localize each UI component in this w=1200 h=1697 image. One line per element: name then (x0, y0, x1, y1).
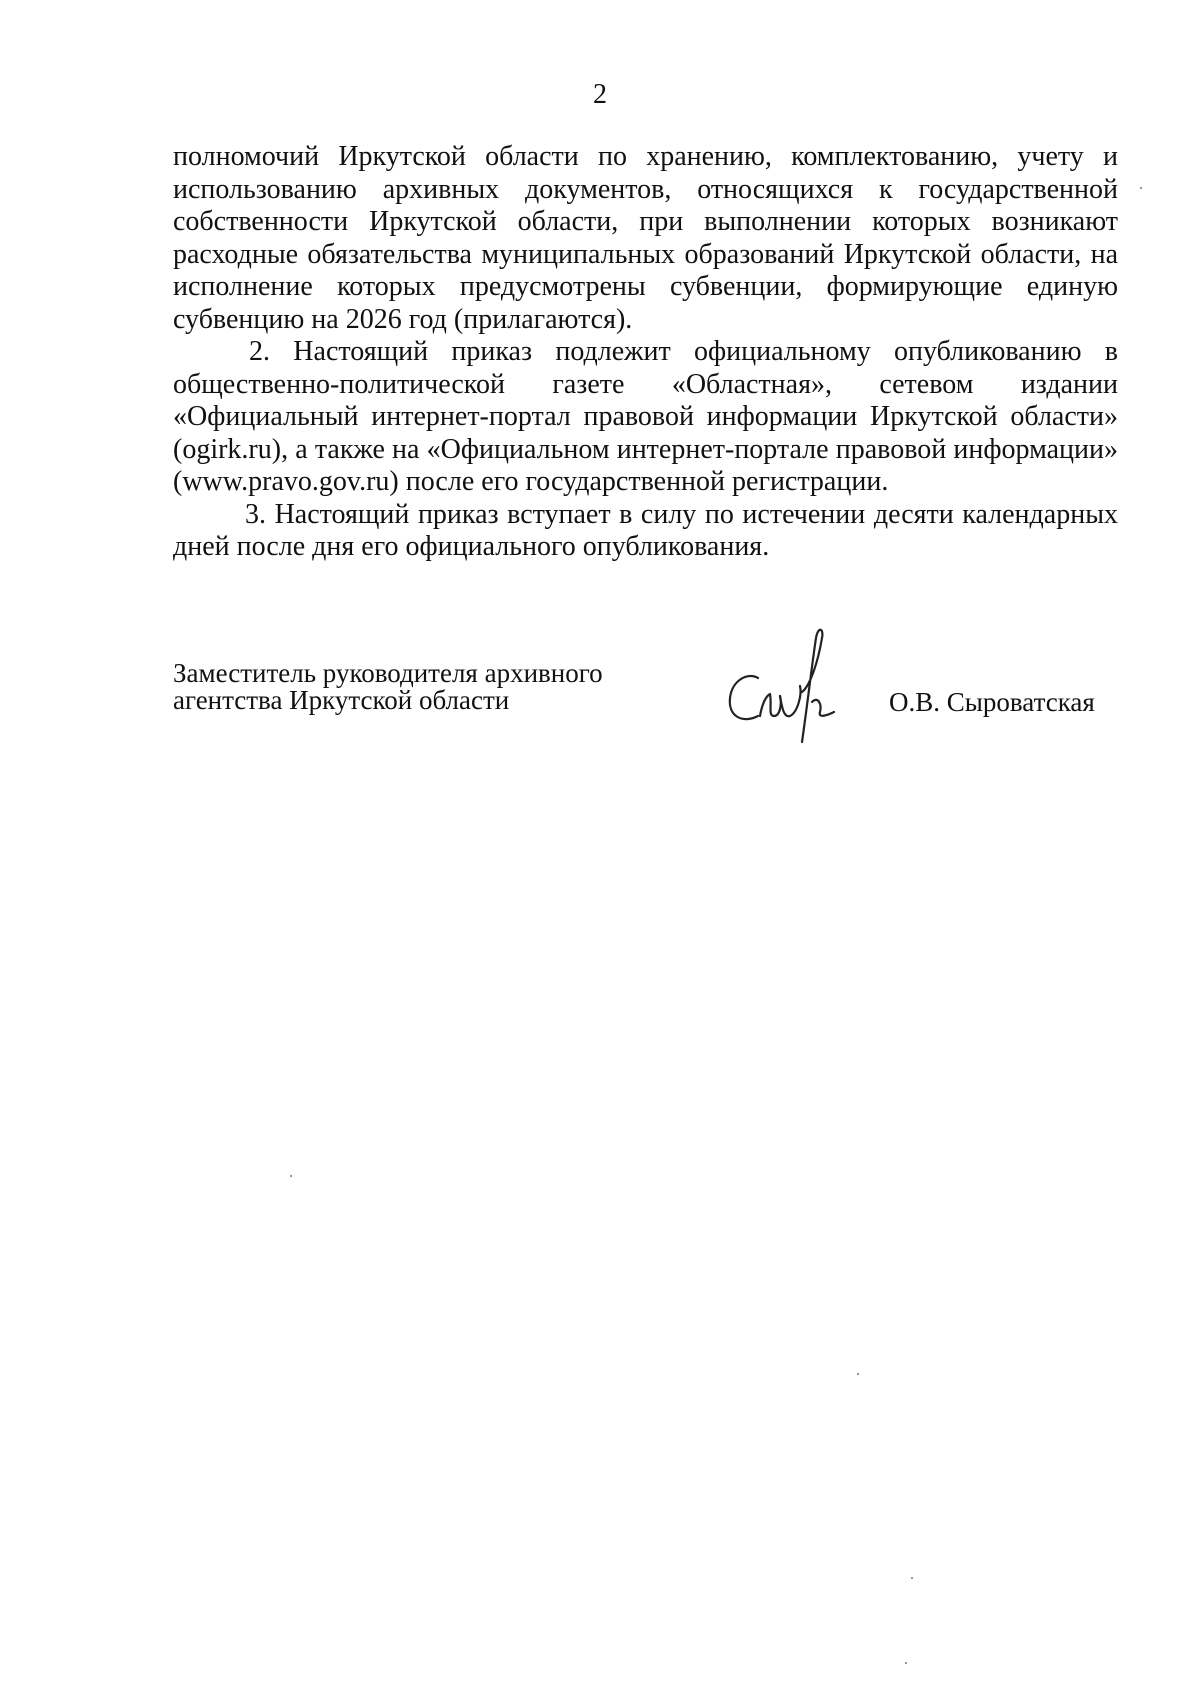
scan-speck (857, 1373, 859, 1375)
paragraph-3-line: 3. Настоящий приказ вступает в силу по истечении десяти календарных (245, 498, 1118, 530)
paragraph-2-line: (www.pravo.gov.ru) после его государственной регистрации. (173, 466, 889, 497)
paragraph-1-line: использованию архивных документов, относящихся к государственной (173, 173, 1118, 205)
scan-speck (911, 1577, 913, 1579)
handwritten-signature (718, 620, 868, 760)
signer-title (173, 660, 643, 714)
paragraph-3-line: дней после дня его официального опубликования. (173, 531, 770, 562)
paragraph-1-line: субвенцию на 2026 год (прилагаются). (173, 303, 633, 335)
signature-block (173, 660, 1113, 780)
signer-title-line: Заместитель руководителя архивного (173, 658, 603, 688)
scan-speck (290, 1175, 292, 1177)
paragraph-1 (173, 141, 1118, 336)
signer-name: О.В. Сыроватская (889, 687, 1095, 717)
paragraph-1-line: исполнение которых предусмотрены субвенции, формирующие единую (173, 271, 1118, 302)
scan-speck (905, 1662, 907, 1664)
paragraph-2-line: общественно-политической газете «Областная», сетевом издании (173, 368, 1118, 400)
paragraph-3 (173, 499, 1118, 564)
signer-title-line: агентства Иркутской области (173, 685, 510, 715)
paragraph-2 (173, 336, 1118, 499)
paragraph-2-line: 2. Настоящий приказ подлежит официальному опубликованию в (249, 336, 1118, 367)
page-number: 2 (593, 79, 607, 110)
scan-speck (1140, 187, 1142, 189)
paragraph-1-line: расходные обязательства муниципальных образований Иркутской области, на (173, 238, 1118, 270)
paragraph-1-line: собственности Иркутской области, при выполнении которых возникают (173, 206, 1118, 237)
paragraph-1-line: полномочий Иркутской области по хранению, комплектованию, учету и (173, 141, 1118, 172)
paragraph-2-line: (ogirk.ru), а также на «Официальном интернет-портале правовой информации» (173, 433, 1118, 465)
document-body (173, 141, 1118, 564)
paragraph-2-line: «Официальный интернет-портал правовой информации Иркутской области» (173, 401, 1118, 432)
